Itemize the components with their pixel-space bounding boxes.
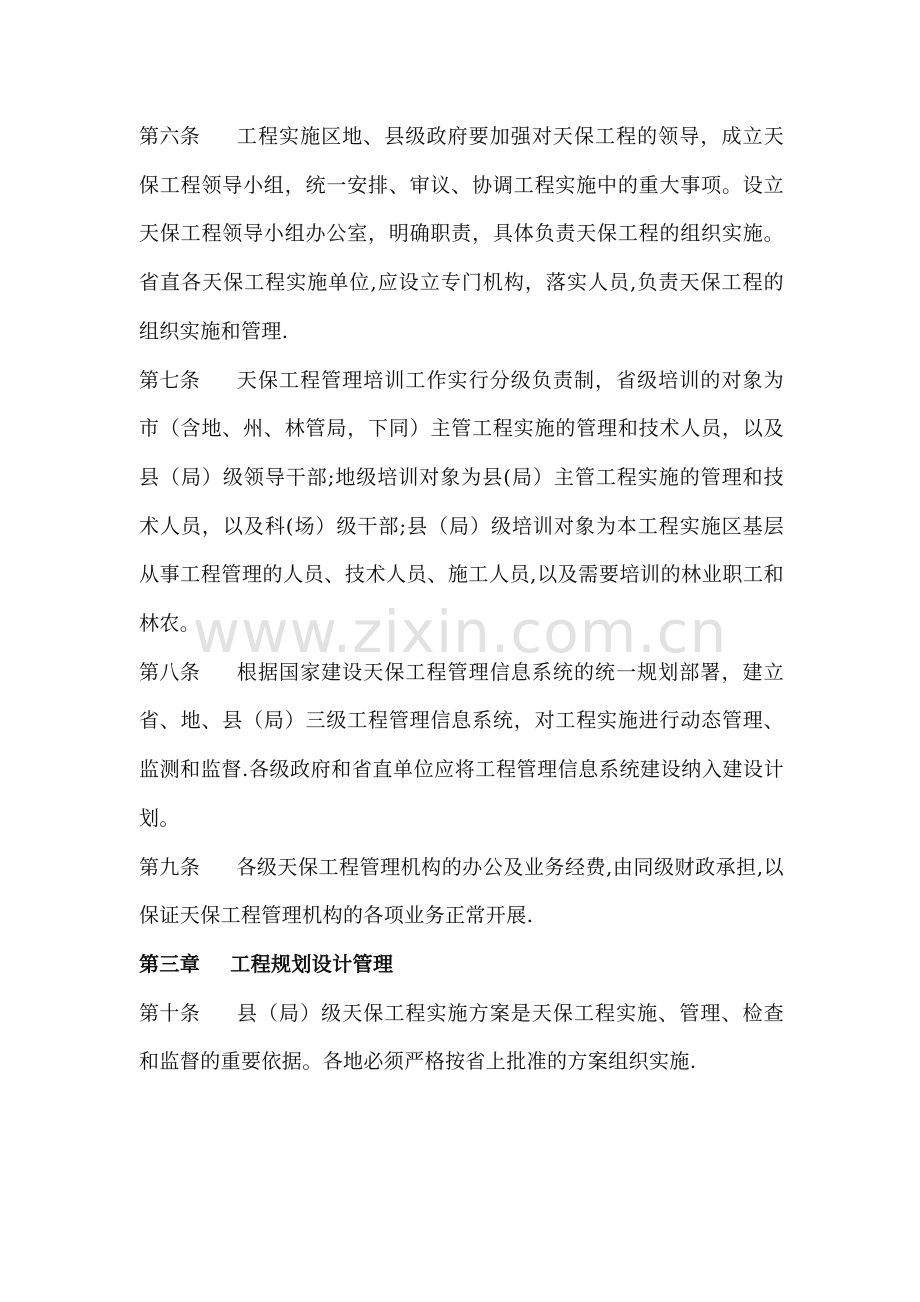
- article-text: 天保工程管理培训工作实行分级负责制，省级培训的对象为市（含地、州、林管局，下同）主管工程实施的管理和技术人员，以及县（局）级领导干部;地级培训对象为县(局）主管工程实施的管理和技术人员，以及科(场）级干部;县（局）级培训对象为本工程实施区基层从事工程管理的人员、技术人员、施工人员,以及需要培训的林业职工和林农。: [139, 367, 784, 636]
- article-10: [139, 989, 784, 1086]
- chapter-title: 工程规划设计管理: [230, 951, 394, 976]
- chapter-3-heading: [139, 940, 784, 989]
- article-text: 县（局）级天保工程实施方案是天保工程实施、管理、检查和监督的重要依据。各地必须严格按省上批准的方案组织实施.: [139, 1000, 784, 1074]
- article-7: [139, 356, 784, 648]
- watermark: www.zixin.com.cn: [192, 598, 728, 666]
- article-6: [139, 112, 784, 356]
- article-label: 第九条: [139, 854, 201, 879]
- article-9: [139, 843, 784, 940]
- article-text: 各级天保工程管理机构的办公及业务经费,由同级财政承担,以保证天保工程管理机构的各项业务正常开展.: [139, 854, 784, 928]
- document-body: [139, 112, 784, 1086]
- article-label: 第六条: [139, 124, 201, 148]
- article-label: 第十条: [139, 1000, 201, 1025]
- article-label: 第八条: [139, 659, 201, 684]
- article-label: 第七条: [139, 367, 201, 392]
- article-8: [139, 648, 784, 843]
- chapter-label: 第三章: [139, 951, 201, 976]
- article-text: 工程实施区地、县级政府要加强对天保工程的领导，成立天保工程领导小组，统一安排、审议、协调工程实施中的重大事项。设立天保工程领导小组办公室，明确职责，具体负责天保工程的组织实施。省直各天保工程实施单位,应设立专门机构，落实人员,负责天保工程的组织实施和管理.: [139, 124, 784, 343]
- article-text: 根据国家建设天保工程管理信息系统的统一规划部署，建立省、地、县（局）三级工程管理信息系统，对工程实施进行动态管理、监测和监督.各级政府和省直单位应将工程管理信息系统建设纳入建设计划。: [139, 659, 784, 830]
